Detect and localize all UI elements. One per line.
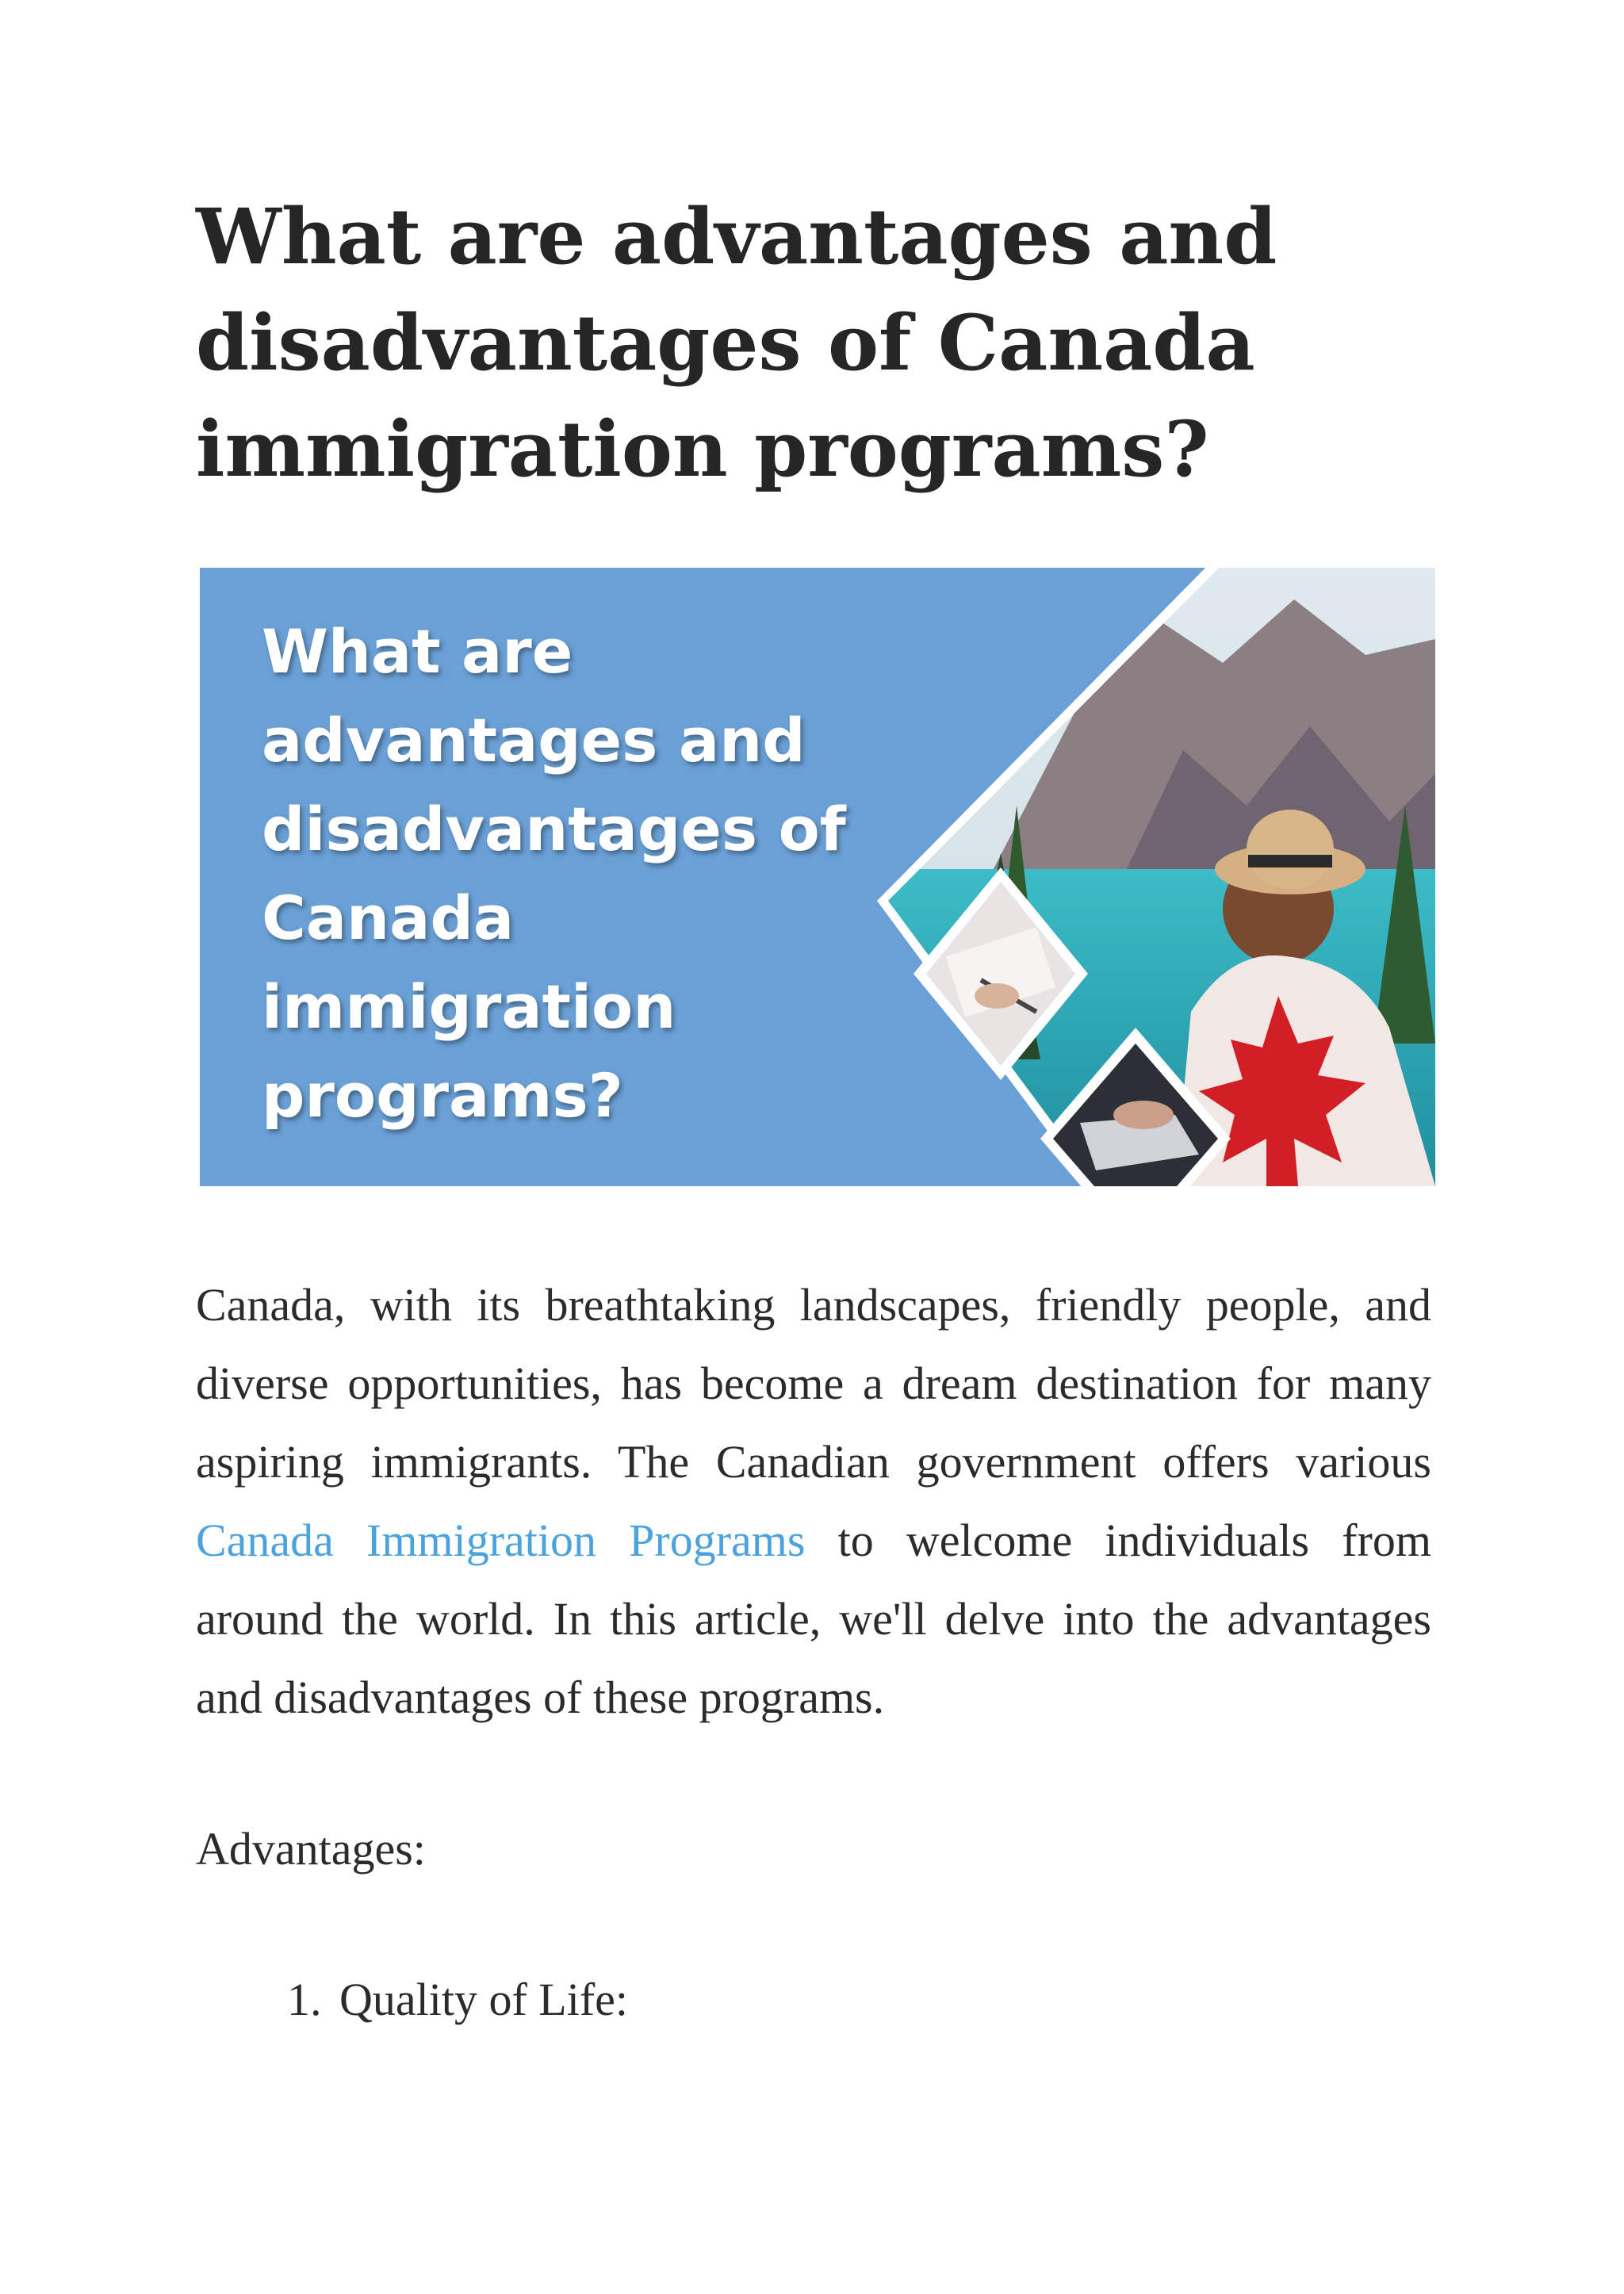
advantages-heading: Advantages: bbox=[196, 1823, 426, 1875]
banner-heading-text: What are advantages and disadvantages of Canada immigration programs? bbox=[262, 616, 846, 1131]
article-title: What are advantages and disadvantages of Canada immigration programs? bbox=[196, 192, 1277, 494]
intro-text-start: Canada, with its breathtaking landscapes, friendly people, and diverse opportunities, has become a dream destination for many aspiring immigrants. The Canadian government offers various bbox=[196, 1279, 1431, 1488]
intro-text-end: to welcome individuals from around the world. In this article, we'll delve into the advantages and disadvantages of these programs. bbox=[196, 1515, 1431, 1723]
canada-immigration-programs-link[interactable]: Canada Immigration Programs bbox=[196, 1515, 806, 1566]
advantages-list bbox=[287, 1960, 628, 2039]
list-item-number: 1. bbox=[287, 1974, 322, 2025]
list-item-label: Quality of Life: bbox=[339, 1974, 629, 2025]
article-banner-image bbox=[200, 568, 1435, 1186]
list-item bbox=[287, 1960, 628, 2039]
intro-paragraph bbox=[196, 1266, 1431, 1737]
